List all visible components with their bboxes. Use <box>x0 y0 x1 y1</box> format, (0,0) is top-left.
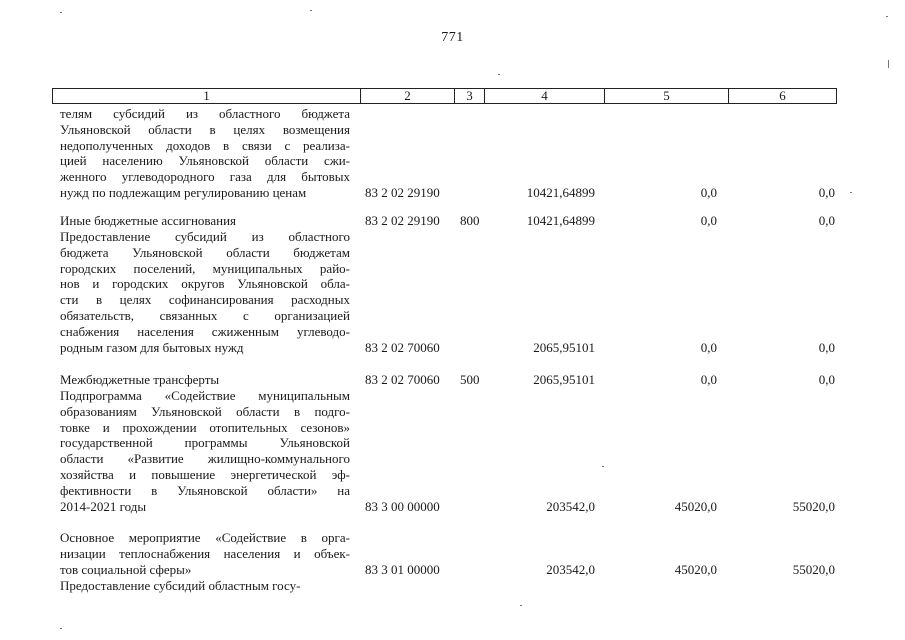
description-line: фективности в Ульяновской области» на <box>60 482 350 498</box>
description-line: хозяйства и повышение энергетической эф- <box>60 466 350 482</box>
amount-col-6: 0,0 <box>818 213 835 228</box>
description-line: Подпрограмма «Содействие муниципальным <box>60 388 350 403</box>
row-description <box>60 530 350 577</box>
description-line: товке и прохождении отопительных сезонов» <box>60 419 350 435</box>
description-line: Предоставление субсидий из областного <box>60 229 350 244</box>
page-number: 771 <box>441 30 464 45</box>
scan-speck <box>310 10 312 11</box>
description-line: родным газом для бытовых нужд <box>60 339 244 355</box>
scan-speck <box>520 605 522 606</box>
budget-code: 83 2 02 29190 <box>365 185 440 200</box>
budget-code: 83 3 00 00000 <box>365 498 440 514</box>
description-line: Межбюджетные трансферты <box>60 372 220 387</box>
description-line: образованиям Ульяновской области в подго- <box>60 403 350 419</box>
scan-speck <box>850 192 852 193</box>
budget-code: 83 3 01 00000 <box>365 561 440 577</box>
header-col-2: 2 <box>361 89 455 103</box>
amount-col-5: 45020,0 <box>674 498 717 514</box>
description-line: тов социальной сферы» <box>60 561 192 577</box>
description-line: Ульяновской области в целях возмещения <box>60 121 350 137</box>
description-line: Иные бюджетные ассигнования <box>60 213 237 228</box>
amount-col-4: 2065,95101 <box>533 339 595 355</box>
row-description <box>60 578 350 594</box>
amount-col-5: 0,0 <box>700 372 717 387</box>
description-line: нов и городских округов Ульяновской обла- <box>60 276 350 292</box>
row-description <box>60 106 350 201</box>
amount-col-4: 203542,0 <box>546 561 595 577</box>
amount-col-6: 55020,0 <box>792 498 835 514</box>
header-col-3: 3 <box>455 89 485 103</box>
scan-speck <box>602 466 604 467</box>
amount-col-5: 0,0 <box>700 185 717 200</box>
amount-col-6: 0,0 <box>818 339 835 355</box>
scan-speck <box>60 628 62 629</box>
header-col-4: 4 <box>485 89 605 103</box>
amount-col-5: 45020,0 <box>674 561 717 577</box>
description-line: Основное мероприятие «Содействие в орга- <box>60 530 350 545</box>
description-line: нужд по подлежащим регулированию ценам <box>60 184 307 200</box>
amount-col-4: 2065,95101 <box>533 372 595 387</box>
amount-col-5: 0,0 <box>700 339 717 355</box>
description-line: снабжения населения сжиженным углеводо- <box>60 323 350 339</box>
amount-col-4: 203542,0 <box>546 498 595 514</box>
description-line: сти в целях софинансирования расходных <box>60 292 350 308</box>
scan-speck <box>888 60 889 68</box>
header-col-6: 6 <box>779 88 786 103</box>
description-line: обязательств, связанных с организацией <box>60 307 350 323</box>
description-line: области «Развитие жилищно-коммунального <box>60 451 350 467</box>
row-description <box>60 388 350 514</box>
description-line: бюджета Ульяновской области бюджетам <box>60 244 350 260</box>
scan-speck <box>498 74 500 75</box>
description-line: телям субсидий из областного бюджета <box>60 106 350 121</box>
row-description <box>60 213 350 229</box>
scan-speck <box>60 12 62 13</box>
header-col-1: 1 <box>53 89 361 103</box>
row-description <box>60 372 350 388</box>
header-col-5: 5 <box>605 89 729 103</box>
row-description <box>60 229 350 355</box>
amount-col-6: 55020,0 <box>792 561 835 577</box>
budget-code: 83 2 02 70060 <box>365 339 440 355</box>
description-line: Предоставление субсидий областным госу- <box>60 578 301 593</box>
scan-speck <box>886 16 888 17</box>
description-line: женного углеводородного газа для бытовых <box>60 169 350 185</box>
expense-type: 800 <box>460 213 480 228</box>
description-line: недополученных доходов в связи с реализа- <box>60 137 350 153</box>
budget-code: 83 2 02 70060 <box>365 372 440 387</box>
budget-code: 83 2 02 29190 <box>365 213 440 228</box>
amount-col-5: 0,0 <box>700 213 717 228</box>
amount-col-6: 0,0 <box>818 185 835 200</box>
amount-col-4: 10421,64899 <box>526 185 595 200</box>
amount-col-6: 0,0 <box>818 372 835 387</box>
description-line: цией населению Ульяновской области сжи- <box>60 153 350 169</box>
expense-type: 500 <box>460 372 480 387</box>
description-line: городских поселений, муниципальных райо- <box>60 260 350 276</box>
description-line: 2014-2021 годы <box>60 498 147 514</box>
description-line: государственной программы Ульяновской <box>60 435 350 451</box>
description-line: низации теплоснабжения населения и объек- <box>60 545 350 561</box>
amount-col-4: 10421,64899 <box>526 213 595 228</box>
